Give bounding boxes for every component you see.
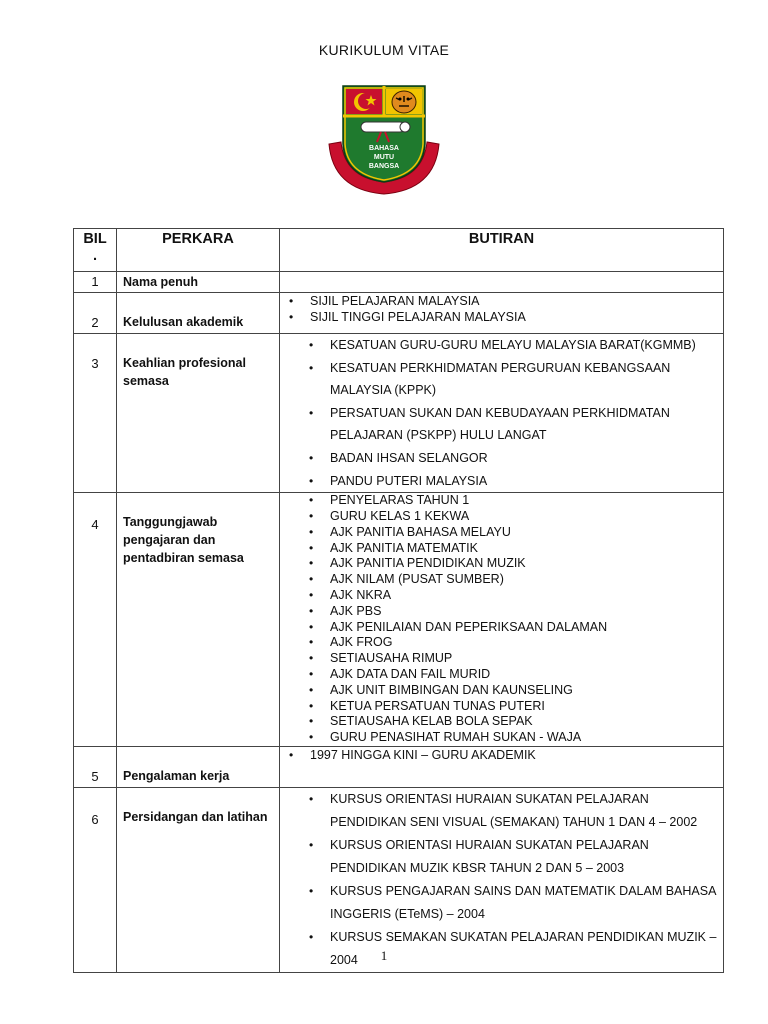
row-number: 4 [74,493,117,747]
bullet-list [280,493,723,746]
list-item: • KURSUS ORIENTASI HURAIAN SUKATAN PELAJARAN PENDIDIKAN MUZIK KBSR TAHUN 2 DAN 5 – 2003 [308,834,723,880]
list-item: • SETIAUSAHA KELAB BOLA SEPAK [308,714,723,730]
row-butiran [280,493,724,747]
list-item: • AJK PANITIA BAHASA MELAYU [308,525,723,541]
list-item: • BADAN IHSAN SELANGOR [308,447,723,470]
logo-text-mid: MUTU [373,154,395,161]
list-item: • AJK PBS [308,604,723,620]
list-item: • KURSUS SEMAKAN SUKATAN PELAJARAN PENDIDIKAN MUZIK – 2004 [308,926,723,972]
row-number: 5 [74,747,117,788]
list-item: • AJK UNIT BIMBINGAN DAN KAUNSELING [308,683,723,699]
list-item: • AJK NKRA [308,588,723,604]
row-perkara: Tanggungjawab pengajaran dan pentadbiran semasa [117,493,280,747]
document-title: KURIKULUM VITAE [318,42,450,58]
list-item: • AJK PANITIA MATEMATIK [308,541,723,557]
cv-table [73,228,724,973]
school-crest-logo [323,82,445,198]
list-item: • PERSATUAN SUKAN DAN KEBUDAYAAN PERKHIDMATAN PELAJARAN (PSKPP) HULU LANGAT [308,402,723,447]
list-item: • KESATUAN GURU-GURU MELAYU MALAYSIA BARAT(KGMMB) [308,334,723,357]
logo-text-top: BAHASA [369,145,399,152]
bullet-list [280,747,723,764]
list-item: • KESATUAN PERKHIDMATAN PERGURUAN KEBANGSAAN MALAYSIA (KPPK) [308,357,723,402]
list-item: • KETUA PERSATUAN TUNAS PUTERI [308,699,723,715]
table-row [74,788,724,973]
list-item: • AJK PANITIA PENDIDIKAN MUZIK [308,556,723,572]
logo-text-bot: BANGSA [368,163,400,170]
list-item: • GURU PENASIHAT RUMAH SUKAN - WAJA [308,730,723,746]
table-row [74,293,724,334]
table-row [74,493,724,747]
row-number: 1 [74,272,117,293]
row-perkara: Pengalaman kerja [117,747,280,788]
row-butiran [280,788,724,973]
table-header-row [74,229,724,272]
list-item: • PENYELARAS TAHUN 1 [308,493,723,509]
header-bil: BIL . [74,229,117,272]
row-number: 2 [74,293,117,334]
header-butiran: BUTIRAN [280,229,724,272]
list-item: • 1997 HINGGA KINI – GURU AKADEMIK [288,748,723,764]
list-item: • SIJIL TINGGI PELAJARAN MALAYSIA [288,310,723,326]
bullet-list [280,788,723,972]
row-butiran [280,293,724,334]
header-perkara: PERKARA [117,229,280,272]
list-item: • PANDU PUTERI MALAYSIA [308,470,723,493]
page-number: 1 [380,948,388,963]
row-perkara: Persidangan dan latihan [117,788,280,973]
list-item: • SIJIL PELAJARAN MALAYSIA [288,294,723,310]
row-number: 3 [74,334,117,493]
list-item: • KURSUS PENGAJARAN SAINS DAN MATEMATIK DALAM BAHASA INGGERIS (ETeMS) – 2004 [308,880,723,926]
bullet-list [280,334,723,492]
row-butiran [280,272,724,293]
list-item: • AJK DATA DAN FAIL MURID [308,667,723,683]
list-item: • KURSUS ORIENTASI HURAIAN SUKATAN PELAJARAN PENDIDIKAN SENI VISUAL (SEMAKAN) TAHUN 1 DAN 4 – 2002 [308,788,723,834]
table-row [74,747,724,788]
list-item: • AJK NILAM (PUSAT SUMBER) [308,572,723,588]
table-row [74,272,724,293]
bullet-list [280,293,723,326]
row-number: 6 [74,788,117,973]
row-butiran [280,747,724,788]
row-perkara: Kelulusan akademik [117,293,280,334]
list-item: • AJK PENILAIAN DAN PEPERIKSAAN DALAMAN [308,620,723,636]
row-perkara: Keahlian profesional semasa [117,334,280,493]
table-row [74,334,724,493]
list-item: • AJK FROG [308,635,723,651]
row-perkara: Nama penuh [117,272,280,293]
list-item: • SETIAUSAHA RIMUP [308,651,723,667]
list-item: • GURU KELAS 1 KEKWA [308,509,723,525]
row-butiran [280,334,724,493]
